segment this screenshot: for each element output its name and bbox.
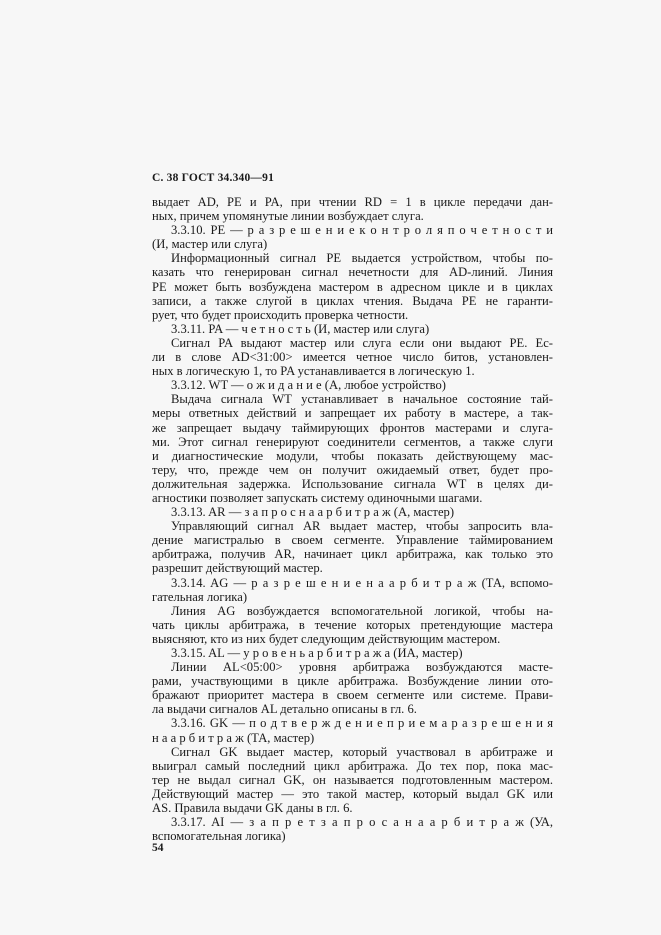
text-line: записи, а также слугой в циклах чтения. Выдача PE не гаранти- — [152, 293, 553, 308]
text-line: ла выдачи сигналов AL детально описаны в гл. 6. — [152, 702, 417, 717]
text-line: ных в логическую 1, то PA устанавливается в логическую 1. — [152, 364, 475, 379]
text-line: 3.3.10. PE — р а з р е ш е н и е к о н т р о л я п о ч е т н о с т и — [171, 223, 553, 238]
text-line: 3.3.13. AR — з а п р о с н а а р б и т р а ж (А, мастер) — [171, 505, 455, 520]
text-line: арбитража, получив AR, начинает цикл арбитража, как только это — [152, 547, 553, 562]
text-line: (И, мастер или слуга) — [152, 237, 268, 252]
text-line: должительная задержка. Использование сигнала WT в целях ди- — [152, 476, 553, 491]
text-line: Выдача сигнала WT устанавливает в начальное состояние тай- — [171, 392, 553, 407]
text-line: 3.3.14. AG — р а з р е ш е н и е н а а р б и т р а ж (ТА, вспомо- — [171, 575, 553, 590]
text-line: Информационный сигнал PE выдается устройством, чтобы по- — [171, 251, 553, 266]
text-line: ли в слове AD<31:00> имеется четное число битов, установлен- — [152, 350, 553, 365]
text-line: тер не выдал сигнал GK, он называется подготовленным мастером. — [152, 772, 553, 787]
text-line: рует, что будет происходить проверка четности. — [152, 307, 409, 322]
text-line: ми. Этот сигнал генерируют соединители сегментов, а также слуги — [152, 434, 553, 449]
text-line: выясняют, кто из них будет следующим действующим мастером. — [152, 631, 501, 646]
text-line: чать циклы арбитража, в течение которых претендующие мастера — [152, 617, 553, 632]
text-line: 3.3.16. GK — п о д т в е р ж д е н и е п р и е м а р а з р е ш е н и я — [171, 716, 553, 731]
text-line: Линия AG возбуждается вспомогательной логикой, чтобы на- — [171, 603, 553, 618]
document-body — [152, 195, 553, 843]
text-line: выдает AD, PE и PA, при чтении RD = 1 в цикле передачи дан- — [152, 195, 553, 209]
text-line: агностики позволяет запускать систему одиночными шагами. — [152, 490, 483, 505]
page-number: 54 — [152, 842, 164, 854]
text-line: меры ответных действий и запрещает их работу в мастере, а так- — [152, 406, 553, 421]
text-line: 3.3.17. AI — з а п р е т з а п р о с а н а а р б и т р а ж (УА, — [171, 815, 553, 830]
text-line: гательная логика) — [152, 589, 248, 604]
text-line: 3.3.12. WT — о ж и д а н и е (А, любое устройство) — [171, 378, 446, 393]
text-line: рами, участвующими в цикле арбитража. Возбуждение линии ото- — [152, 674, 553, 689]
text-line: н а а р б и т р а ж (ТА, мастер) — [152, 730, 315, 745]
text-line: PE может быть возбуждена мастером в адресном цикле и в циклах — [152, 279, 553, 294]
text-line: Действующий мастер — это такой мастер, который выдал GK или — [152, 786, 553, 801]
text-line: Сигнал PA выдают мастер или слуга если они выдают PE. Ес- — [171, 335, 553, 350]
text-line: теру, что, прежде чем он получит ожидаемый ответ, будет про- — [152, 462, 553, 477]
text-line: бражают приоритет мастера в своем сегменте или системе. Прави- — [152, 688, 553, 703]
text-line: вспомогательная логика) — [152, 829, 286, 844]
text-line: дение магистралью в своем сегменте. Управление таймированием — [152, 533, 553, 548]
text-line: AS. Правила выдачи GK даны в гл. 6. — [152, 801, 353, 816]
text-line: Сигнал GK выдает мастер, который участвовал в арбитраже и — [171, 744, 553, 759]
text-line: ных, причем упомянутые линии возбуждает слуга. — [152, 209, 424, 224]
text-line: Линии AL<05:00> уровня арбитража возбуждаются масте- — [171, 660, 553, 675]
text-line: 3.3.11. PA — ч е т н о с т ь (И, мастер или слуга) — [171, 321, 430, 336]
text-line: и диагностические модули, чтобы показать действующему мас- — [152, 448, 553, 463]
running-header: С. 38 ГОСТ 34.340—91 — [152, 172, 275, 184]
text-line: выиграл самый последний цикл арбитража. До тех пор, пока мас- — [152, 758, 553, 773]
text-line: Управляющий сигнал AR выдает мастер, чтобы запросить вла- — [171, 519, 553, 534]
text-line: 3.3.15. AL — у р о в е н ь а р б и т р а ж а (ИА, мастер) — [171, 646, 463, 660]
text-line: разрешит действующий мастер. — [152, 561, 323, 576]
text-line: казать что генерирован сигнал нечетности для AD-линий. Линия — [152, 265, 553, 280]
text-line: же запрещает выдачу таймирующих фронтов мастерами и слуга- — [152, 420, 553, 435]
